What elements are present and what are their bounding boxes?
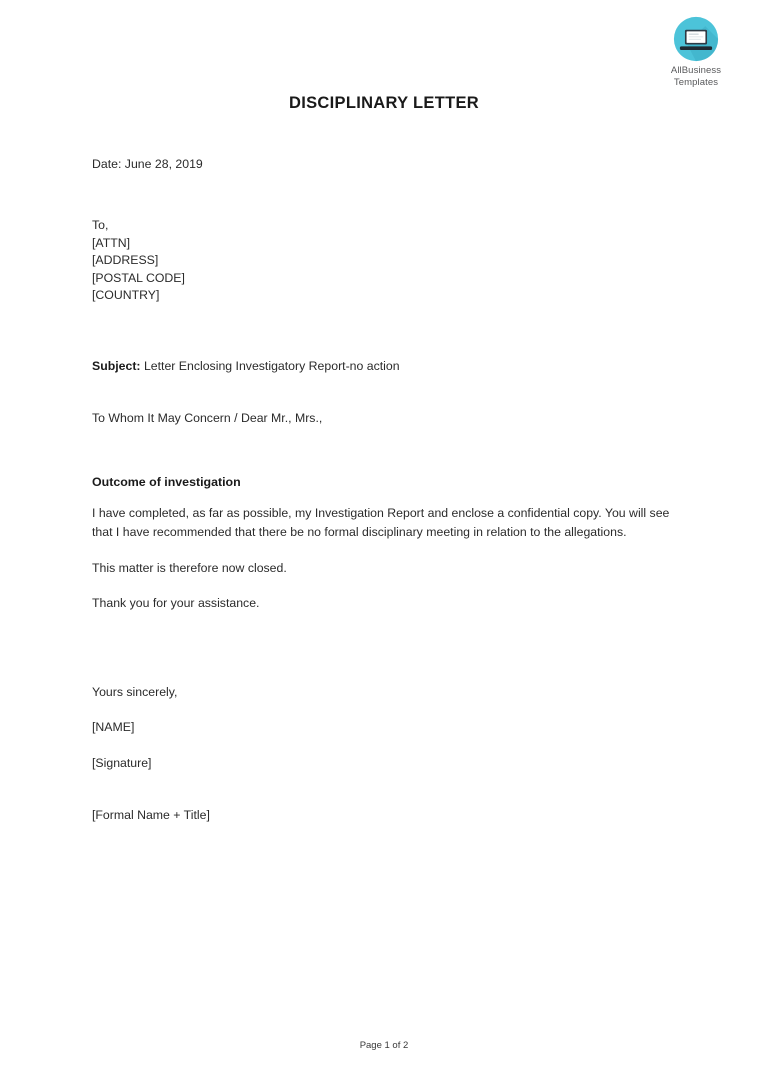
address-line-country: [COUNTRY] [92,288,160,303]
address-line-postal-code: [POSTAL CODE] [92,270,185,285]
recipient-address-block [92,217,676,305]
brand-logo [648,16,744,88]
body-paragraph-1: I have completed, as far as possible, my Investigation Report and enclose a confidential copy. You will see that I have recommended that there be no formal disciplinary meeting in relation to the allegations. [92,505,670,540]
closing-block [92,683,676,773]
laptop-circle-logo-icon [673,16,719,62]
salutation: To Whom It May Concern / Dear Mr., Mrs., [92,410,323,425]
closing-name-placeholder: [NAME] [92,720,135,735]
date-line: Date: June 28, 2019 [92,157,203,171]
date-block [92,155,676,174]
body-paragraph-3: Thank you for your assistance. [92,595,260,610]
subject-label: Subject: [92,358,141,373]
brand-name-line1: AllBusiness [670,65,722,76]
closing-signature-placeholder: [Signature] [92,755,152,770]
page-footer: Page 1 of 2 [359,1040,409,1051]
section-heading-outcome: Outcome of investigation [92,474,241,489]
subject-line [92,357,676,376]
formal-name-title-placeholder: [Formal Name + Title] [92,808,210,823]
letter-body [92,155,676,825]
brand-name [648,65,744,88]
address-line-street: [ADDRESS] [92,253,159,268]
subject-value: Letter Enclosing Investigatory Report-no action [143,358,400,373]
address-line-to: To, [92,218,109,232]
page-title: DISCIPLINARY LETTER [289,94,479,112]
body-paragraph-2: This matter is therefore now closed. [92,560,287,575]
address-line-attn: [ATTN] [92,235,131,250]
closing-salutation: Yours sincerely, [92,685,178,700]
brand-name-line2: Templates [673,76,719,88]
